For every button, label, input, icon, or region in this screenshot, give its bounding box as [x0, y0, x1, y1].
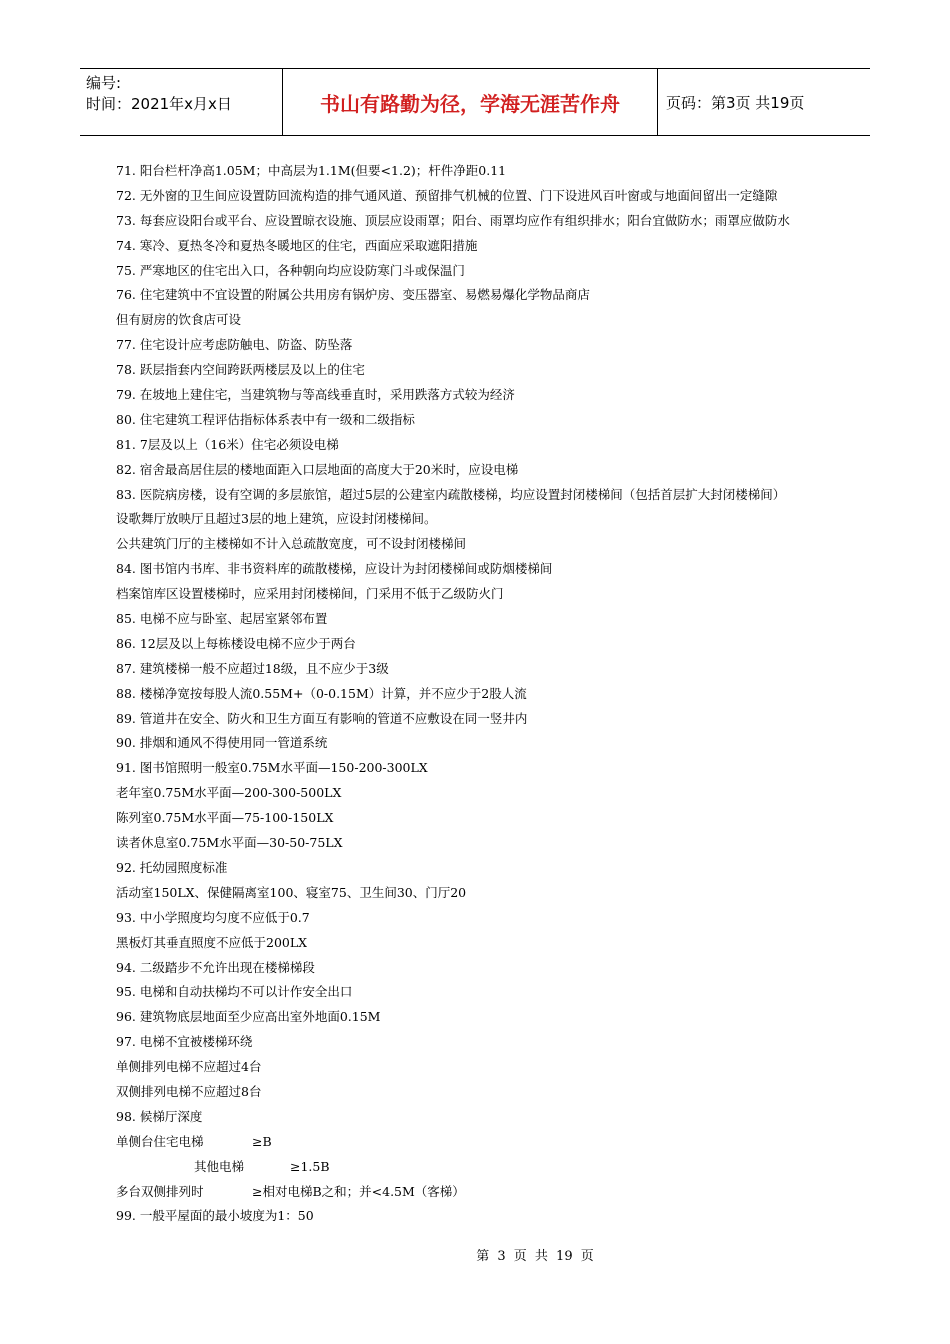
- text-line: 77. 住宅设计应考虑防触电、防盗、防坠落: [116, 337, 353, 353]
- lobby-depth-label: 单侧台住宅电梯: [116, 1133, 204, 1149]
- text-line: 单侧排列电梯不应超过4台: [116, 1059, 262, 1075]
- text-line: 86. 12层及以上每栋楼设电梯不应少于两台: [116, 635, 356, 651]
- text-line: 80. 住宅建筑工程评估指标体系表中有一级和二级指标: [116, 411, 415, 427]
- text-line: 读者休息室0.75M水平面—30-50-75LX: [116, 835, 343, 851]
- text-line: 74. 寒冷、夏热冬冷和夏热冬暖地区的住宅，西面应采取遮阳措施: [116, 237, 478, 253]
- text-line: 87. 建筑楼梯一般不应超过18级，且不应少于3级: [116, 660, 389, 676]
- text-line: 活动室150LX、保健隔离室100、寝室75、卫生间30、门厅20: [116, 884, 467, 900]
- text-line: 91. 图书馆照明一般室0.75M水平面—150-200-300LX: [116, 760, 428, 776]
- page-header: [80, 68, 870, 136]
- document-body: [116, 159, 906, 1229]
- text-line: 95. 电梯和自动扶梯均不可以计作安全出口: [116, 984, 353, 1000]
- text-line: 83. 医院病房楼，设有空调的多层旅馆，超过5层的公建室内疏散楼梯，均应设置封闭楼梯间（包括首层扩大封闭楼梯间）: [116, 486, 786, 502]
- text-line: 94. 二级踏步不允许出现在楼梯梯段: [116, 959, 315, 975]
- text-line: 78. 跃层指套内空间跨跃两楼层及以上的住宅: [116, 362, 365, 378]
- text-line: 73. 每套应设阳台或平台、应设置晾衣设施、顶层应设雨罩；阳台、雨罩均应作有组织排水；阳台宜做防水；雨罩应做防水: [116, 212, 790, 228]
- document-number-label: 编号:: [86, 74, 122, 92]
- lobby-depth-value: ≥1.5B: [290, 1158, 330, 1174]
- footer-page-number: 第 3 页 共 19 页: [476, 1249, 594, 1264]
- text-line: 陈列室0.75M水平面—75-100-150LX: [116, 810, 334, 826]
- header-meta: [80, 69, 283, 135]
- text-line: 档案馆库区设置楼梯时，应采用封闭楼梯间，门采用不低于乙级防火门: [116, 586, 504, 602]
- text-line: 89. 管道井在安全、防火和卫生方面互有影响的管道不应敷设在同一竖井内: [116, 710, 528, 726]
- text-line: 老年室0.75M水平面—200-300-500LX: [116, 785, 342, 801]
- text-line: 98. 候梯厅深度: [116, 1108, 203, 1124]
- text-line: 92. 托幼园照度标准: [116, 859, 228, 875]
- text-line: 96. 建筑物底层地面至少应高出室外地面0.15M: [116, 1009, 381, 1025]
- text-line: 76. 住宅建筑中不宜设置的附属公共用房有锅炉房、变压器室、易燃易爆化学物品商店: [116, 287, 590, 303]
- text-line: 93. 中小学照度均匀度不应低于0.7: [116, 909, 310, 925]
- lobby-depth-row: [116, 1180, 906, 1205]
- text-line: 75. 严寒地区的住宅出入口，各种朝向均应设防寒门斗或保温门: [116, 262, 465, 278]
- lobby-depth-value: ≥B: [252, 1133, 272, 1149]
- lobby-depth-label: 其他电梯: [194, 1158, 245, 1174]
- lobby-depth-row: [116, 1130, 906, 1155]
- header-page-number: 页码：第3页 共19页: [666, 93, 805, 112]
- document-date: 时间：2021年x月x日: [86, 95, 232, 113]
- text-line: 79. 在坡地上建住宅，当建筑物与等高线垂直时，采用跌落方式较为经济: [116, 387, 515, 403]
- text-line: 设歌舞厅放映厅且超过3层的地上建筑，应设封闭楼梯间。: [116, 511, 437, 527]
- header-motto: 书山有路勤为径，学海无涯苦作舟: [283, 69, 658, 135]
- lobby-depth-row: [116, 1155, 906, 1180]
- page-footer: [0, 1245, 950, 1264]
- text-line: 88. 楼梯净宽按每股人流0.55M+（0-0.15M）计算，并不应少于2股人流: [116, 685, 527, 701]
- text-line: 99. 一般平屋面的最小坡度为1：50: [116, 1208, 314, 1224]
- text-line: 90. 排烟和通风不得使用同一管道系统: [116, 735, 328, 751]
- text-line: 但有厨房的饮食店可设: [116, 312, 242, 328]
- lobby-depth-value: ≥相对电梯B之和；并<4.5M（客梯）: [252, 1183, 465, 1199]
- lobby-depth-label: 多台双侧排列时: [116, 1183, 204, 1199]
- text-line: 公共建筑门厅的主楼梯如不计入总疏散宽度，可不设封闭楼梯间: [116, 536, 467, 552]
- text-line: 81. 7层及以上（16米）住宅必须设电梯: [116, 436, 339, 452]
- text-line: 82. 宿舍最高居住层的楼地面距入口层地面的高度大于20米时，应设电梯: [116, 461, 519, 477]
- text-line: 72. 无外窗的卫生间应设置防回流构造的排气通风道、预留排气机械的位置、门下设进风百叶窗或与地面间留出一定缝隙: [116, 187, 778, 203]
- text-line: 97. 电梯不宜被楼梯环绕: [116, 1034, 253, 1050]
- text-line: 85. 电梯不应与卧室、起居室紧邻布置: [116, 611, 328, 627]
- text-line: 双侧排列电梯不应超过8台: [116, 1083, 262, 1099]
- text-line: 84. 图书馆内书库、非书资料库的疏散楼梯，应设计为封闭楼梯间或防烟楼梯间: [116, 561, 553, 577]
- text-line: 黑板灯其垂直照度不应低于200LX: [116, 934, 308, 950]
- text-line: 71. 阳台栏杆净高1.05M；中高层为1.1M(但要<1.2)；杆件净距0.11: [116, 163, 507, 178]
